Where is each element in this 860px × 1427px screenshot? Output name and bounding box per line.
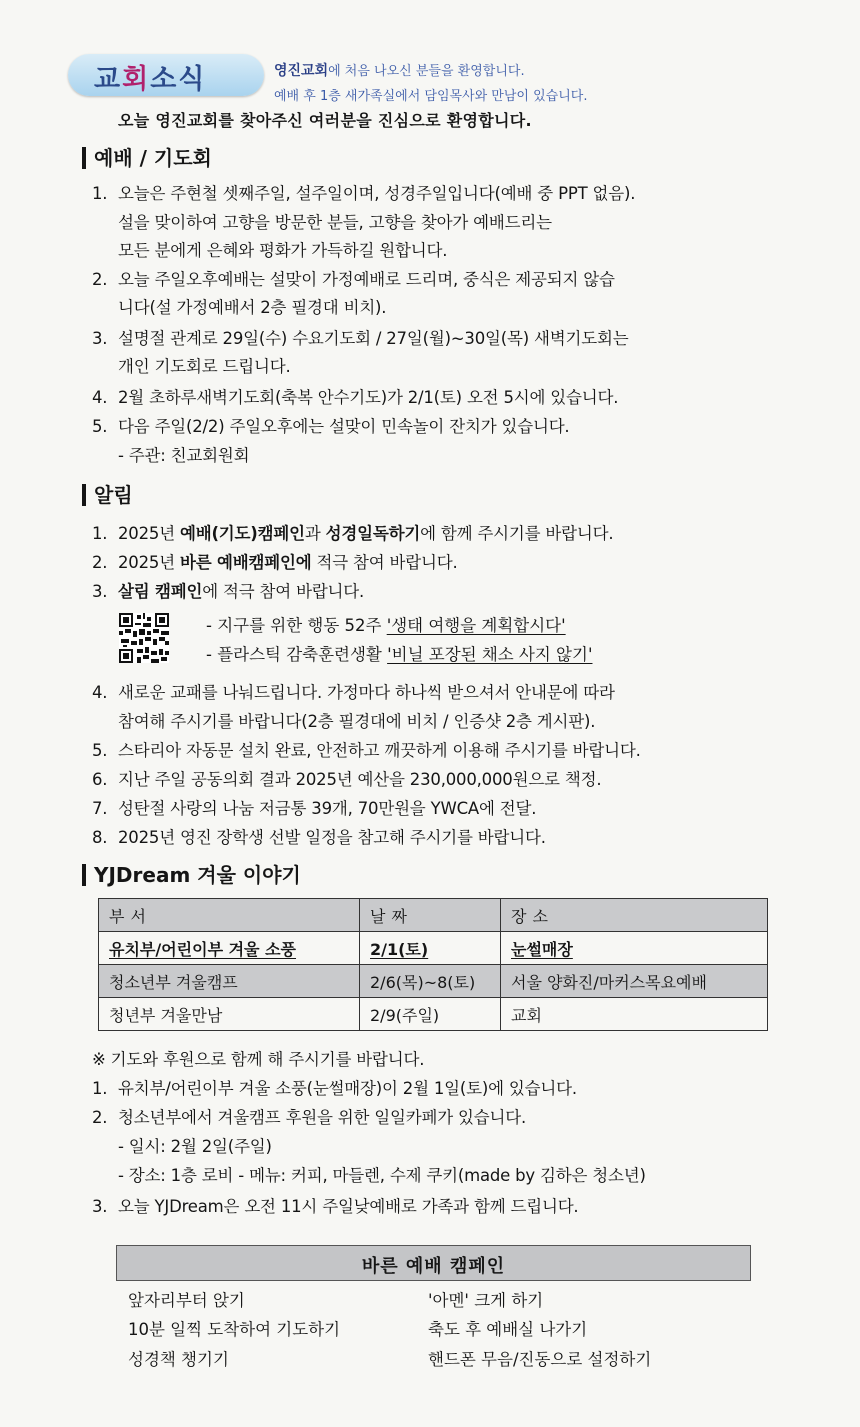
- yjdream-note: ※ 기도와 후원으로 함께 해 주시기를 바랍니다.: [92, 1050, 425, 1069]
- section-title-notice: 알림: [82, 484, 133, 506]
- welcome-line-1: [274, 60, 525, 80]
- yjdream-item-2-time: - 일시: 2월 2일(주일): [118, 1137, 272, 1156]
- notice-item-7: 7. 성탄절 사랑의 나눔 저금통 39개, 70만원을 YWCA에 전달.: [92, 799, 537, 818]
- notice-item-5: 5. 스타리아 자동문 설치 완료, 안전하고 깨끗하게 이용해 주시기를 바랍니다.: [92, 741, 641, 760]
- cell-department: 청년부 겨울만남: [99, 998, 360, 1031]
- header-place: 장소: [501, 899, 768, 932]
- cell-date: 2/9(주일): [360, 998, 501, 1031]
- campaign-title: 바른 예배 캠페인: [361, 1256, 506, 1277]
- campaign-item: 핸드폰 무음/진동으로 설정하기: [428, 1350, 652, 1369]
- campaign-item: 성경책 챙기기: [128, 1350, 229, 1369]
- welcome-line-2: 예배 후 1층 새가족실에서 담임목사와 만남이 있습니다.: [274, 89, 588, 104]
- notice-item-1: 1. 2025년 예배(기도)캠페인과 성경일독하기에 함께 주시기를 바랍니다.: [92, 524, 614, 543]
- cell-department: 청소년부 겨울캠프: [99, 965, 360, 998]
- notice-item-4: 4. 새로운 교패를 나눠드립니다. 가정마다 하나씩 받으셔서 안내문에 따라: [92, 683, 615, 702]
- qr-code-icon[interactable]: [119, 613, 169, 663]
- worship-item-3-cont: 개인 기도회로 드립니다.: [118, 357, 291, 376]
- cell-place: 서울 양화진/마커스목요예배: [501, 965, 768, 998]
- cell-date: 2/1(토): [360, 932, 501, 965]
- notice-item-6: 6. 지난 주일 공동의회 결과 2025년 예산을 230,000,000원으로 책정.: [92, 770, 602, 789]
- notice-item-8: 8. 2025년 영진 장학생 선발 일정을 참고해 주시기를 바랍니다.: [92, 828, 546, 847]
- notice-item-2: 2. 2025년 바른 예배캠페인에 적극 참여 바랍니다.: [92, 553, 458, 572]
- welcome-main: 오늘 영진교회를 찾아주신 여러분을 진심으로 환영합니다.: [118, 111, 532, 130]
- eco-action-line: - 지구를 위한 행동 52주 '생태 여행을 계획합시다': [206, 616, 566, 635]
- header-department: 부서: [99, 899, 360, 932]
- logo-text: 교회소식: [94, 64, 207, 95]
- cell-place: 교회: [501, 998, 768, 1031]
- section-title-worship: 예배 / 기도회: [82, 147, 212, 169]
- yjdream-item-1: 1. 유치부/어린이부 겨울 소풍(눈썰매장)이 2월 1일(토)에 있습니다.: [92, 1079, 577, 1098]
- worship-item-1-cont2: 모든 분에게 은혜와 평화가 가득하길 원합니다.: [118, 241, 448, 260]
- campaign-item: '아멘' 크게 하기: [428, 1291, 544, 1310]
- cell-date: 2/6(목)~8(토): [360, 965, 501, 998]
- campaign-item: 축도 후 예배실 나가기: [428, 1320, 588, 1339]
- worship-item-5-host: - 주관: 친교회원회: [118, 446, 250, 465]
- yjdream-schedule-table: [98, 898, 768, 1031]
- yjdream-item-2-place: - 장소: 1층 로비 - 메뉴: 커피, 마들렌, 수제 쿠키(made by 김하은 청소년): [118, 1166, 646, 1185]
- worship-item-1: 1. 오늘은 주현철 셋째주일, 설주일이며, 성경주일입니다(예배 중 PPT 없음).: [92, 184, 636, 203]
- worship-item-1-cont: 설을 맞이하여 고향을 방문한 분들, 고향을 찾아가 예배드리는: [118, 213, 552, 232]
- campaign-item: 앞자리부터 앉기: [128, 1291, 245, 1310]
- plastic-action-line: - 플라스틱 감축훈련생활 '비닐 포장된 채소 사지 않기': [206, 645, 593, 664]
- church-name: 영진교회: [274, 63, 329, 79]
- header-date: 날짜: [360, 899, 501, 932]
- worship-item-4: 4. 2월 초하루새벽기도회(축복 안수기도)가 2/1(토) 오전 5시에 있습니다.: [92, 388, 619, 407]
- notice-item-3: 3. 살림 캠페인에 적극 참여 바랍니다.: [92, 582, 365, 601]
- worship-item-5: 5. 다음 주일(2/2) 주일오후에는 설맞이 민속놀이 잔치가 있습니다.: [92, 417, 570, 436]
- table-row: [99, 965, 768, 998]
- yjdream-item-3: 3. 오늘 YJDream은 오전 11시 주일낮예배로 가족과 함께 드립니다.: [92, 1197, 579, 1216]
- table-header-row: [99, 899, 768, 932]
- worship-item-2-cont: 니다(설 가정예배서 2층 필경대 비치).: [118, 298, 387, 317]
- table-row: [99, 932, 768, 965]
- cell-place: 눈썰매장: [501, 932, 768, 965]
- section-title-yjdream: YJDream 겨울 이야기: [82, 864, 301, 886]
- campaign-banner: [116, 1245, 751, 1281]
- worship-item-2: 2. 오늘 주일오후예배는 설맞이 가정예배로 드리며, 중식은 제공되지 않습: [92, 270, 615, 289]
- cell-department: 유치부/어린이부 겨울 소풍: [99, 932, 360, 965]
- table-row: [99, 998, 768, 1031]
- church-news-logo: [68, 54, 264, 96]
- welcome-rest: 에 처음 나오신 분들을 환영합니다.: [328, 64, 525, 79]
- notice-item-4-cont: 참여해 주시기를 바랍니다(2층 필경대에 비치 / 인증샷 2층 게시판).: [118, 712, 596, 731]
- campaign-item: 10분 일찍 도착하여 기도하기: [128, 1320, 341, 1339]
- yjdream-item-2: 2. 청소년부에서 겨울캠프 후원을 위한 일일카페가 있습니다.: [92, 1108, 527, 1127]
- worship-item-3: 3. 설명절 관계로 29일(수) 수요기도회 / 27일(월)~30일(목) 새벽기도회는: [92, 329, 629, 348]
